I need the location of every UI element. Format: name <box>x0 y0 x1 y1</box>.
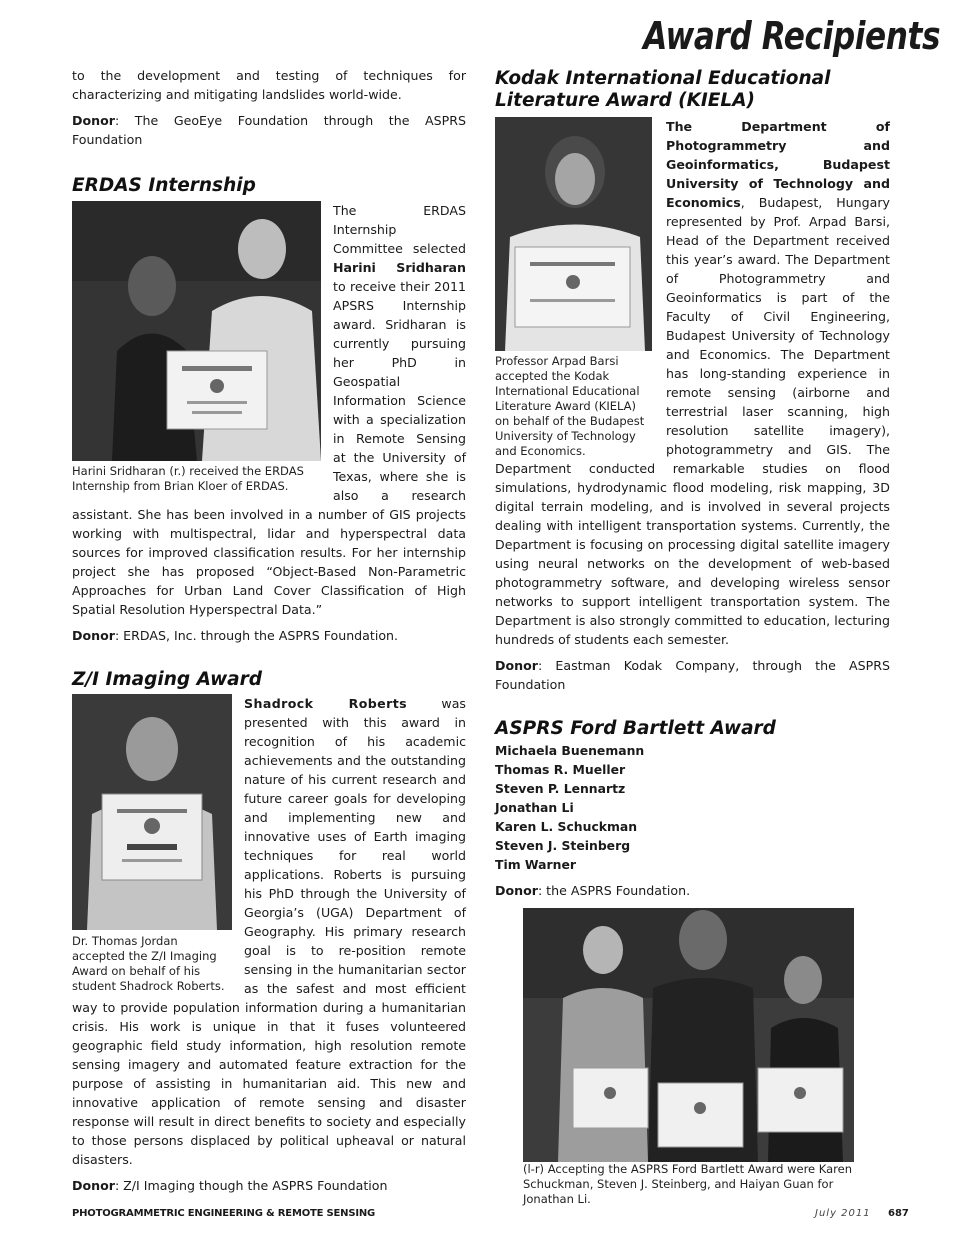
erdas-heading: ERDAS Internship <box>72 175 256 196</box>
donor-label: Donor <box>495 658 538 673</box>
erdas-photo <box>72 201 321 461</box>
ford-photo <box>523 908 854 1162</box>
ford-figure <box>523 908 854 1207</box>
zi-photo <box>72 694 232 930</box>
erdas-body-pre: The ERDAS Internship Committee selected <box>333 203 466 256</box>
zi-caption: Dr. Thomas Jordan accepted the Z/I Imaging Award on behalf of his student Shadrock Roberts. <box>72 934 225 993</box>
right-column <box>495 68 890 1207</box>
list-item: Karen L. Schuckman <box>495 819 638 834</box>
donor-label: Donor <box>72 113 115 128</box>
donor-label: Donor <box>72 1178 115 1193</box>
donor-label: Donor <box>72 628 115 643</box>
ford-recipients-list <box>495 741 890 874</box>
kiela-photo <box>495 117 652 351</box>
kiela-body-post: , Budapest, Hungary represented by Prof. Arpad Barsi, Head of the Department received this year’s award. The Department of Photogrammetry and Geoinformatics is part of the Faculty of Civil Engineering, Budapest University of Technology and Economics. The Department has long-standing experience in remote sensing (airborne and terrestrial laser scanning, high resolution satellite imagery), photogrammetry and GIS. The Department conducted remarkable studies on flood simulations, hydrodynamic flood modeling, risk mapping, 3D digital terrain modeling, and is involved in several projects dealing with intelligent transportation systems. Currently, the Department is focusing on processing digital satellite imagery using neural networks on the development of web-based photogrammetry software, and developing wireless sensor networks to support intelligent transportation system. The Department is also strongly committed to education, lecturing hundreds of students each semester. <box>495 195 890 647</box>
donor-text: : ERDAS, Inc. through the ASPRS Foundation. <box>114 628 399 643</box>
kiela-recipient: The Department of Photogrammetry and Geoinformatics, Budapest University of Technology and Economics <box>666 119 890 210</box>
erdas-donor <box>72 626 466 645</box>
kiela-heading: Kodak International Educational Literature Award (KIELA) <box>495 68 831 111</box>
page-title: Award Recipients <box>643 14 940 58</box>
kiela-caption: Professor Arpad Barsi accepted the Kodak International Educational Literature Award (KIELA) on behalf of the Budapest University of Technology and Economics. <box>495 354 645 458</box>
list-item: Steven P. Lennartz <box>495 781 626 796</box>
footer-journal: PHOTOGRAMMETRIC ENGINEERING & REMOTE SENSING <box>72 1208 376 1219</box>
donor-text: : the ASPRS Foundation. <box>537 883 691 898</box>
intro-donor <box>72 111 466 149</box>
donor-text: : The GeoEye Foundation through the ASPRS Foundation <box>72 113 466 147</box>
intro-text: to the development and testing of techniques for characterizing and mitigating landslides world-wide. <box>72 68 466 102</box>
kiela-figure <box>495 117 652 459</box>
zi-recipient: Shadrock Roberts <box>244 696 408 711</box>
list-item: Tim Warner <box>495 857 576 872</box>
kiela-donor <box>495 656 890 694</box>
ford-heading: ASPRS Ford Bartlett Award <box>495 718 776 739</box>
donor-text: : Z/I Imaging though the ASPRS Foundation <box>114 1178 388 1193</box>
erdas-recipient: Harini Sridharan <box>333 260 466 275</box>
donor-label: Donor <box>495 883 538 898</box>
list-item: Michaela Buenemann <box>495 743 645 758</box>
list-item: Jonathan Li <box>495 800 574 815</box>
zi-figure <box>72 694 232 994</box>
zi-body-post: was presented with this award in recognition of his academic achievements and the outstanding nature of his current research and future career goals for developing and implementing new and innovative uses of Earth imaging techniques for real world applications. Roberts is pursuing his PhD through the University of Georgia’s (UGA) Department of Geography. His primary research goal is to re-position remote sensing in the humanitarian sector as the safest and most efficient way to provide population information during a humanitarian crisis. His work is unique in that it fuses volunteered geographic field study information, high resolution remote sensing imagery and automated feature extraction for the purpose of assisting in humanitarian aid. This new and innovative application of remote sensing and disaster response will result in direct benefits to society and especially to those persons displaced by political upheaval or natural disasters. <box>72 696 466 1167</box>
zi-heading: Z/I Imaging Award <box>72 669 263 690</box>
erdas-caption: Harini Sridharan (r.) received the ERDAS Internship from Brian Kloer of ERDAS. <box>72 464 304 493</box>
list-item: Steven J. Steinberg <box>495 838 631 853</box>
page-number: 687 <box>888 1208 909 1219</box>
ford-donor <box>495 881 890 900</box>
donor-text: : Eastman Kodak Company, through the ASPRS Foundation <box>495 658 890 692</box>
footer-date: July 2011 <box>815 1208 871 1219</box>
ford-caption: (l-r) Accepting the ASPRS Ford Bartlett Award were Karen Schuckman, Steven J. Steinberg, and Haiyan Guan for Jonathan Li. <box>523 1162 852 1206</box>
zi-donor <box>72 1176 466 1195</box>
left-column <box>72 66 466 1195</box>
erdas-figure <box>72 201 321 494</box>
list-item: Thomas R. Mueller <box>495 762 626 777</box>
erdas-body-post: to receive their 2011 APSRS Internship award. Sridharan is currently pursuing her PhD in Geospatial Information Science with a specialization in Remote Sensing at the University of Texas, where she is also a research assistant. She has been involved in a number of GIS projects working with multispectral, lidar and hyperspectral data sources for improved classification results. For her internship project she has proposed “Object-Based Non-Parametric Approaches for Urban Land Cover Classification of High Spatial Resolution Hyperspectral Data.” <box>72 279 466 617</box>
